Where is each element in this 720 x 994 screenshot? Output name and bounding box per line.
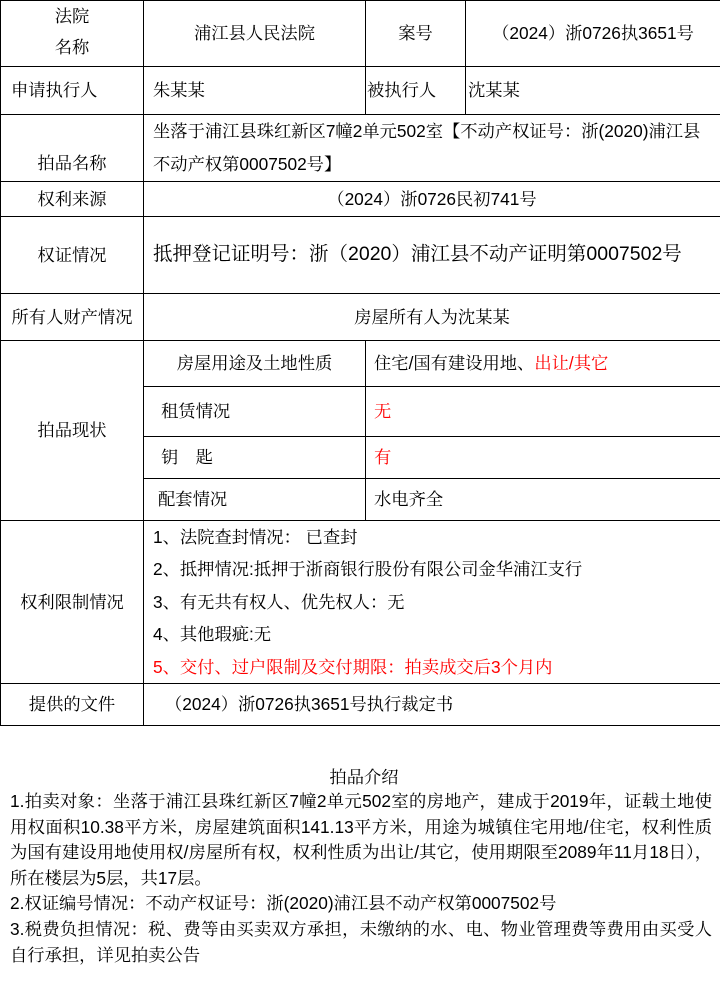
row-parties [1, 67, 720, 115]
status-usage-value [366, 341, 720, 387]
court-label-line: 法院 [54, 6, 90, 26]
status-facilities-value: 水电齐全 [366, 479, 720, 521]
intro-body [10, 789, 712, 968]
status-usage-highlight: 出让/其它 [534, 353, 609, 374]
court-name: 浦江县人民法院 [144, 1, 366, 67]
status-facilities-label: 配套情况 [144, 479, 366, 521]
restrictions-list [144, 521, 720, 684]
court-label-line: 名称 [54, 37, 90, 57]
respondent-label: 被执行人 [366, 67, 466, 115]
status-lease-highlight: 无 [374, 401, 392, 422]
row-owner-property [1, 294, 720, 341]
status-keys-highlight: 有 [374, 447, 392, 468]
row-restrictions [1, 521, 720, 684]
applicant: 朱某某 [144, 67, 366, 115]
status-keys-label: 钥 匙 [144, 437, 366, 479]
row-rights-source [1, 182, 720, 217]
status-lease-label: 租赁情况 [144, 387, 366, 437]
case-no-label: 案号 [366, 1, 466, 67]
owner-property-label: 所有人财产情况 [1, 294, 144, 341]
intro-title: 拍品介绍 [329, 767, 399, 787]
restriction-item: 4、其他瑕疵:无 [153, 624, 272, 645]
applicant-label: 申请执行人 [1, 67, 144, 115]
rights-source: （2024）浙0726民初741号 [144, 182, 720, 217]
row-status-usage [1, 341, 720, 387]
case-no: （2024）浙0726执3651号 [466, 1, 720, 67]
documents-label: 提供的文件 [1, 684, 144, 726]
status-usage-text: 住宅/国有建设用地、 [374, 353, 535, 374]
restriction-item: 2、抵押情况:抵押于浙商银行股份有限公司金华浦江支行 [153, 559, 583, 580]
restrictions-label: 权利限制情况 [1, 521, 144, 684]
certificate-label: 权证情况 [1, 217, 144, 294]
respondent: 沈某某 [466, 67, 720, 115]
item-name-label: 拍品名称 [1, 115, 144, 182]
restriction-item: 1、法院查封情况： 已查封 [153, 527, 358, 547]
status-usage-label: 房屋用途及土地性质 [144, 341, 366, 387]
restriction-item: 3、有无共有权人、优先权人：无 [153, 591, 405, 612]
certificate: 抵押登记证明号：浙（2020）浦江县不动产证明第0007502号 [144, 217, 720, 294]
item-name: 坐落于浦江县珠红新区7幢2单元502室【不动产权证号：浙(2020)浦江县不动产权第0007502号】 [144, 115, 720, 182]
status-keys-value [366, 437, 720, 479]
row-item-name [1, 115, 720, 182]
row-certificate [1, 217, 720, 294]
intro-paragraph: 2.权证编号情况：不动产权证号：浙(2020)浦江县不动产权第0007502号 [10, 893, 557, 914]
intro-paragraph: 3.税费负担情况：税、费等由买卖双方承担，未缴纳的水、电、物业管理费等费用由买受人自行承担，详见拍卖公告 [10, 918, 712, 965]
status-label: 拍品现状 [1, 341, 144, 521]
row-court-case [1, 1, 720, 67]
court-label-cell [1, 1, 144, 67]
owner-property: 房屋所有人为沈某某 [144, 294, 720, 341]
documents: （2024）浙0726执3651号执行裁定书 [144, 684, 720, 726]
status-lease-value [366, 387, 720, 437]
rights-source-label: 权利来源 [1, 182, 144, 217]
intro-paragraph: 1.拍卖对象：坐落于浦江县珠红新区7幢2单元502室的房地产，建成于2019年，证载土地使用权面积10.38平方米，房屋建筑面积141.13平方米，用途为城镇住宅用地/住宅，权利性质为国有建设用地使用权/房屋所有权，权利性质为出让/其它，使用期限至2089年11月18日），所在楼层为5层，共17层。 [10, 791, 712, 888]
restriction-item-delivery: 5、交付、过户限制及交付期限：拍卖成交后3个月内 [153, 656, 553, 677]
row-documents [1, 684, 720, 726]
